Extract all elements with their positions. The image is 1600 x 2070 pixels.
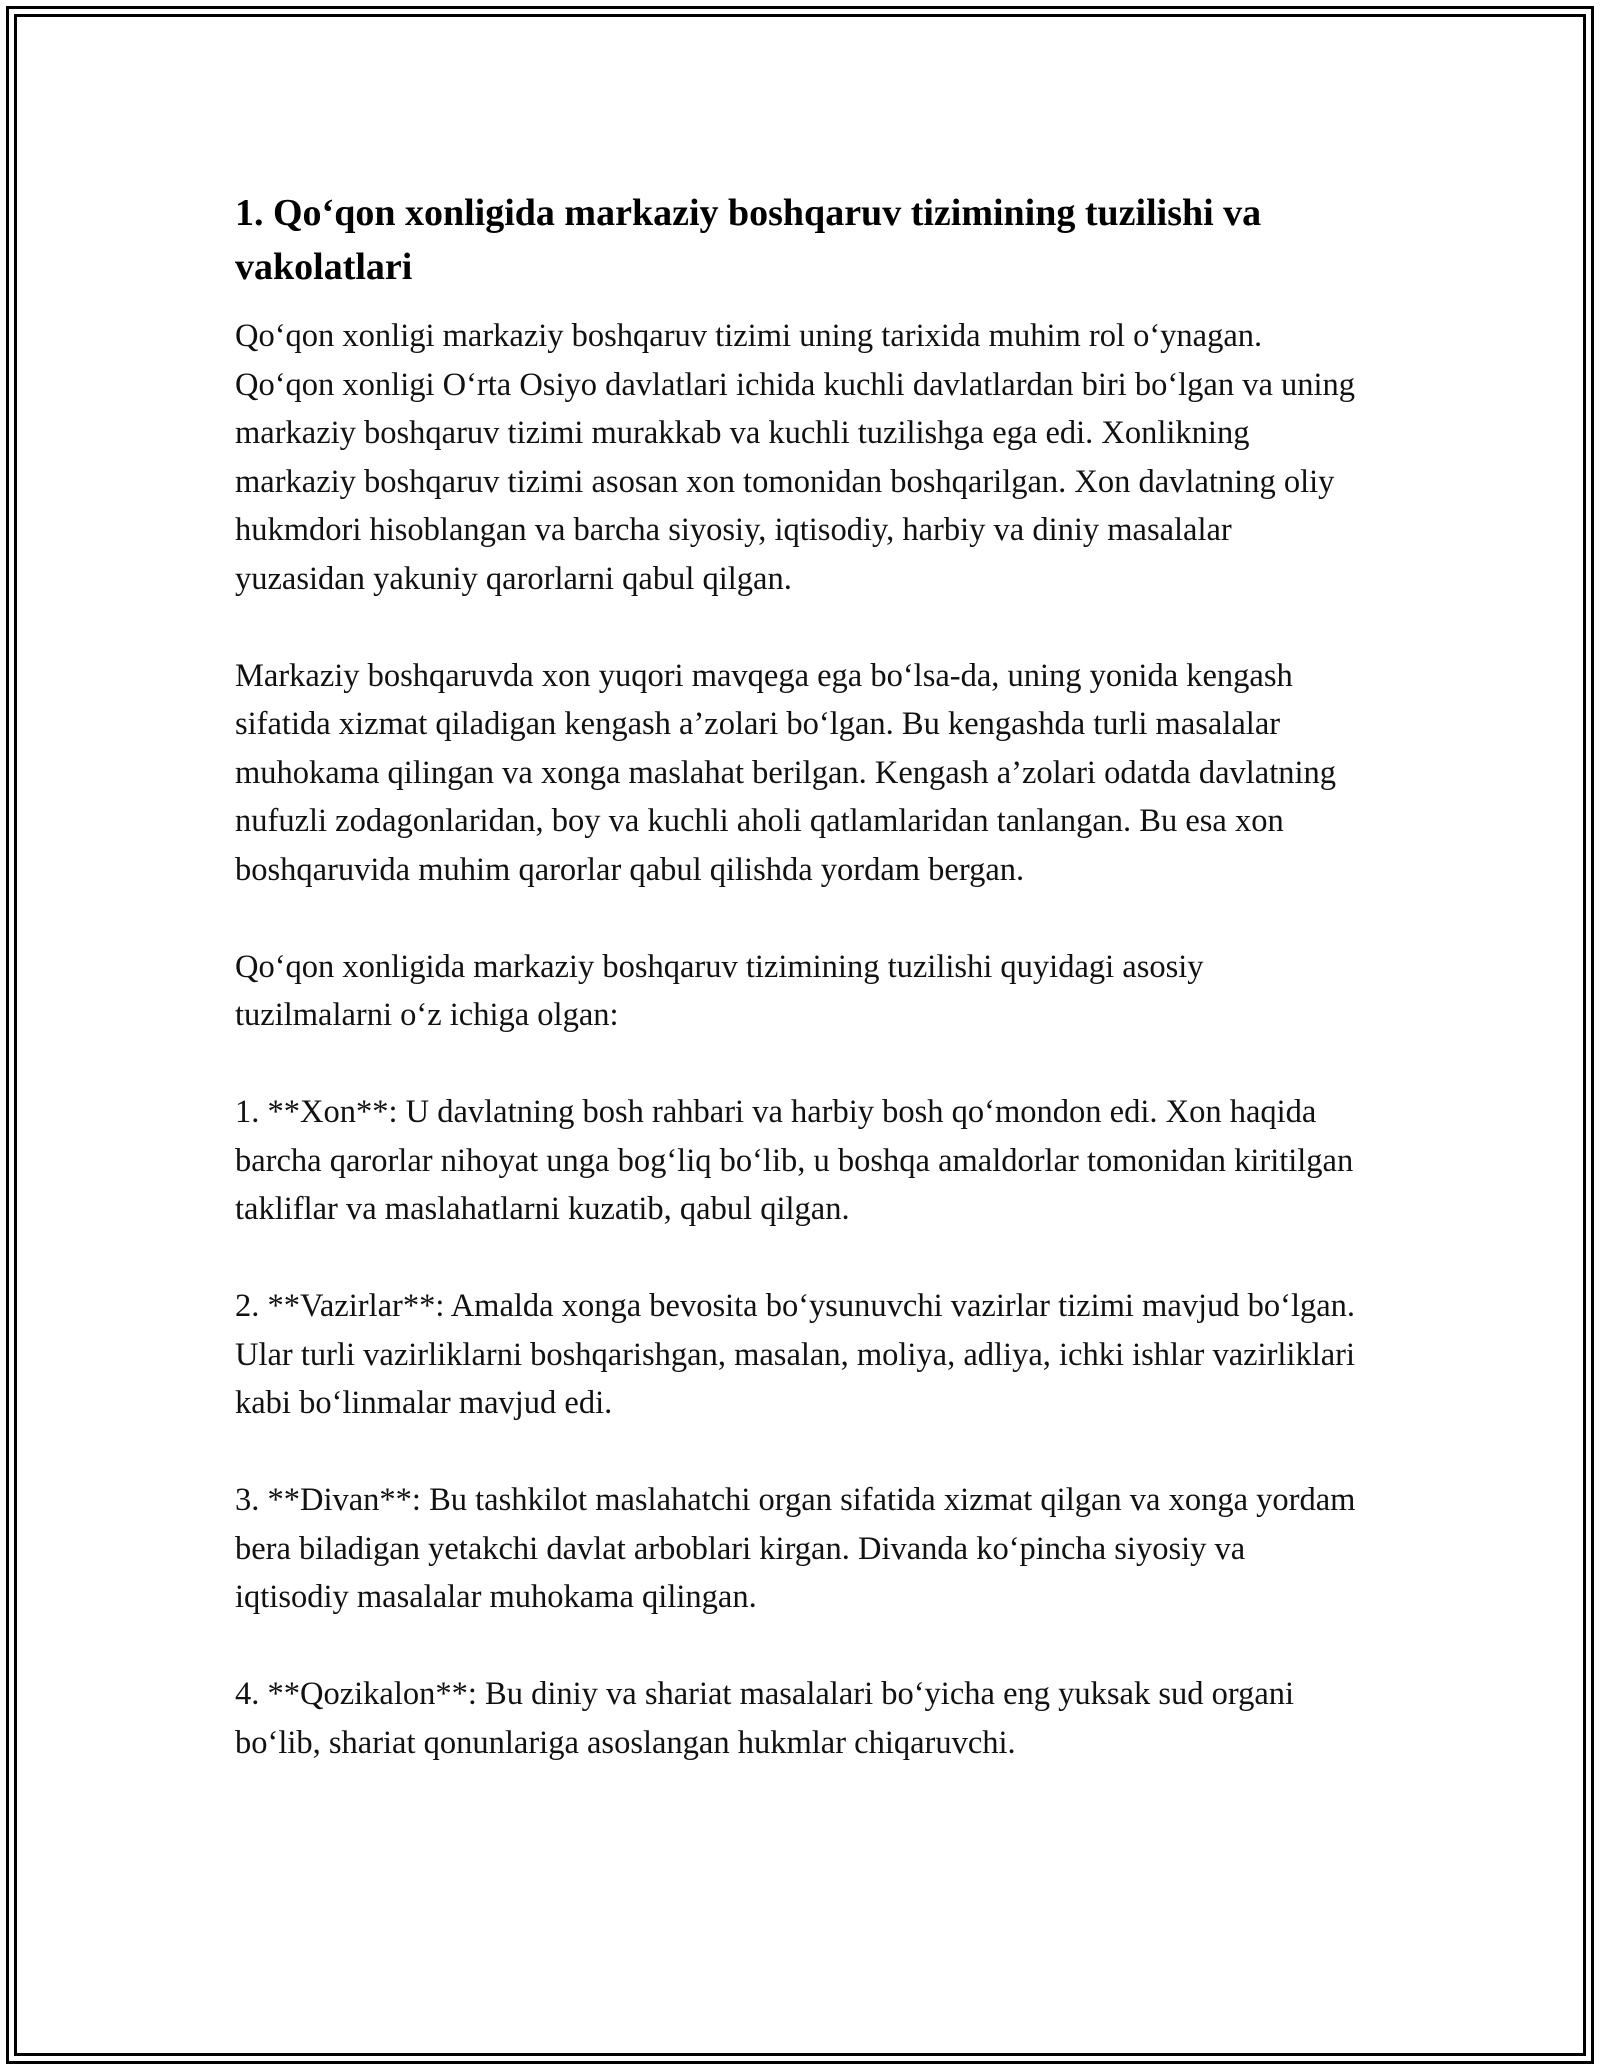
paragraph-intro: Qo‘qon xonligi markaziy boshqaruv tizimi uning tarixida muhim rol o‘ynagan. Qo‘qon xonligi O‘rta Osiyo davlatlari ichida kuchli davlatlardan biri bo‘lgan va uning markaziy boshqaruv tizimi murakkab va kuchli tuzilishga ega edi. Xonlikning markaziy boshqaruv tizimi asosan xon tomonidan boshqarilgan. Xon davlatning oliy hukmdori hisoblangan va barcha siyosiy, iqtisodiy, harbiy va diniy masalalar yuzasidan yakuniy qarorlarni qabul qilgan. [235,318,1356,597]
list-item-xon: 1. **Xon**: U davlatning bosh rahbari va harbiy bosh qo‘mondon edi. Xon haqida barcha qarorlar nihoyat unga bog‘liq bo‘lib, u boshqa amaldorlar tomonidan kiritilgan takliflar va maslahatlarni kuzatib, qabul qilgan. [235,1094,1354,1227]
document-body [235,186,1365,1767]
section-heading: 1. Qo‘qon xonligida markaziy boshqaruv tizimining tuzilishi va vakolatlari [235,192,1262,288]
list-item-vazirlar: 2. **Vazirlar**: Amalda xonga bevosita bo‘ysunuvchi vazirlar tizimi mavjud bo‘lgan. Ular turli vazirliklarni boshqarishgan, masalan, moliya, adliya, ichki ishlar vazirliklari kabi bo‘linmalar mavjud edi. [235,1288,1356,1421]
list-item-qozikalon: 4. **Qozikalon**: Bu diniy va shariat masalalari bo‘yicha eng yuksak sud organi bo‘lib, shariat qonunlariga asoslangan hukmlar chiqaruvchi. [235,1676,1295,1761]
paragraph-structure-lead: Qo‘qon xonligida markaziy boshqaruv tizimining tuzilishi quyidagi asosiy tuzilmalarni o‘z ichiga olgan: [235,948,1204,1033]
paragraph-council: Markaziy boshqaruvda xon yuqori mavqega ega bo‘lsa-da, uning yonida kengash sifatida xizmat qiladigan kengash a’zolari bo‘lgan. Bu kengashda turli masalalar muhokama qilingan va xonga maslahat berilgan. Kengash a’zolari odatda davlatning nufuzli zodagonlaridan, boy va kuchli aholi qatlamlaridan tanlangan. Bu esa xon boshqaruvida muhim qarorlar qabul qilishda yordam bergan. [235,657,1337,888]
list-item-divan: 3. **Divan**: Bu tashkilot maslahatchi organ sifatida xizmat qilgan va xonga yordam bera biladigan yetakchi davlat arboblari kirgan. Divanda ko‘pincha siyosiy va iqtisodiy masalalar muhokama qilingan. [235,1482,1356,1615]
